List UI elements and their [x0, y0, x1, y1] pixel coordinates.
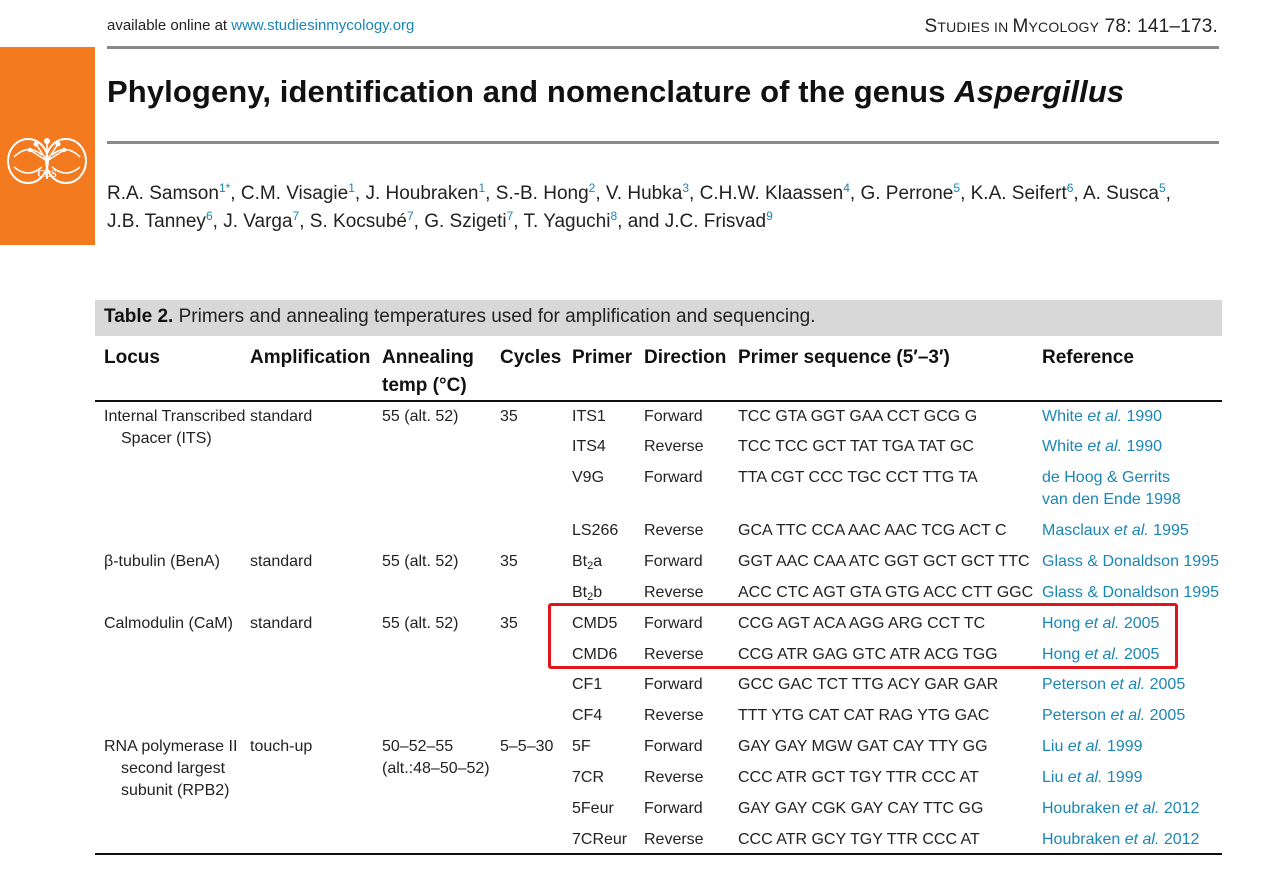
citation-pages: 78: 141–173.	[1104, 16, 1218, 37]
column-header-annealing	[382, 344, 474, 400]
reference-year: 2005	[1119, 646, 1160, 663]
annealing-cell	[382, 736, 490, 780]
sequence-cell: TCC GTA GGT GAA CCT GCG G	[738, 408, 978, 425]
sequence-cell: GCA TTC CCA AAC AAC TCG ACT C	[738, 522, 1007, 539]
primer-cell	[572, 582, 602, 604]
reference-etal: et al.	[1114, 522, 1149, 539]
reference-etal: et al.	[1087, 438, 1123, 455]
locus-cell-cam: Calmodulin (CaM)	[104, 615, 233, 632]
author-affiliation[interactable]: 1*	[218, 181, 231, 195]
annealing-line: 50–52–55	[382, 738, 454, 755]
reference-author: Houbraken	[1042, 831, 1125, 848]
author-name: J.B. Tanney	[107, 211, 206, 232]
locus-line: Spacer (ITS)	[121, 430, 212, 447]
author-name: J.C. Frisvad	[664, 211, 767, 232]
author-affiliation[interactable]: 5	[1158, 181, 1166, 195]
column-header-cycles: Cycles	[500, 347, 562, 368]
author-affiliation[interactable]: 2	[588, 181, 596, 195]
locus-cell-its	[104, 406, 245, 450]
author-name: G. Szigeti	[424, 211, 507, 232]
reference-link[interactable]	[1042, 705, 1185, 727]
header-rule-bottom	[107, 141, 1219, 144]
article-title-genus: Aspergillus	[954, 74, 1125, 109]
availability-line	[107, 17, 414, 34]
reference-link[interactable]	[1042, 406, 1162, 428]
reference-line: de Hoog & Gerrits	[1042, 469, 1171, 486]
direction-cell: Reverse	[644, 584, 704, 601]
reference-author: Houbraken	[1042, 800, 1125, 817]
reference-etal: et al.	[1067, 738, 1103, 755]
reference-year: 1999	[1102, 769, 1143, 786]
reference-author: Hong	[1042, 615, 1085, 632]
locus-cell-rpb2	[104, 736, 237, 802]
sequence-cell: ACC CTC AGT GTA GTG ACC CTT GGC	[738, 584, 1034, 601]
author-name: J. Houbraken	[365, 183, 479, 204]
journal-name-s: S	[924, 16, 938, 37]
annealing-cell: 55 (alt. 52)	[382, 553, 459, 570]
direction-cell: Reverse	[644, 522, 704, 539]
reference-link[interactable]	[1042, 736, 1143, 758]
author-affiliation[interactable]: 8	[610, 209, 618, 223]
primer-subscript: 2	[587, 591, 594, 603]
cycles-cell: 35	[500, 615, 518, 632]
sequence-cell: TTT YTG CAT CAT RAG YTG GAC	[738, 707, 990, 724]
sequence-cell: CCG AGT ACA AGG ARG CCT TC	[738, 615, 986, 632]
author-name: S.-B. Hong	[495, 183, 589, 204]
header-rule-top	[107, 46, 1219, 49]
author-line-2: J.B. Tanney$^6$, J. Varga$^7$, S. Kocsubé$^7$, G. Szigeti$^7$, T. Yaguchi$^8$, and J.C. Frisvad$^9$	[107, 209, 773, 232]
locus-line: subunit (RPB2)	[121, 782, 230, 799]
author-name: R.A. Samson	[107, 183, 219, 204]
primer-subscript: 2	[587, 560, 594, 572]
column-header-amplification: Amplification	[250, 347, 371, 368]
reference-etal: et al.	[1124, 800, 1160, 817]
primer-cell: 7CReur	[572, 831, 628, 848]
locus-cell-bena: β-tubulin (BenA)	[104, 553, 220, 570]
locus-line: Internal Transcribed	[104, 408, 246, 425]
author-affiliation[interactable]: 4	[843, 181, 850, 195]
sequence-cell: GAY GAY MGW GAT CAY TTY GG	[738, 738, 988, 755]
author-name: C.H.W. Klaassen	[699, 183, 844, 204]
author-list	[107, 180, 1217, 236]
reference-link[interactable]: Glass & Donaldson 1995	[1042, 553, 1219, 570]
sequence-cell: CCC ATR GCT TGY TTR CCC AT	[738, 769, 979, 786]
cycles-cell: 35	[500, 553, 518, 570]
author-affiliation[interactable]: 6	[1066, 181, 1074, 195]
column-header-reference: Reference	[1042, 347, 1134, 368]
reference-author: Peterson	[1042, 707, 1111, 724]
primer-cell: CF4	[572, 707, 603, 724]
journal-citation	[924, 16, 1218, 38]
direction-cell: Forward	[644, 800, 703, 817]
reference-year: 2012	[1159, 831, 1200, 848]
logo-text: CBS	[37, 169, 57, 180]
primer-suffix: b	[593, 584, 603, 601]
table-caption-text: Primers and annealing temperatures used for amplification and sequencing.	[173, 306, 816, 327]
reference-link[interactable]	[1042, 829, 1199, 851]
reference-link[interactable]: Glass & Donaldson 1995	[1042, 584, 1219, 601]
reference-year: 1995	[1148, 522, 1189, 539]
locus-line: second largest	[121, 760, 226, 777]
sequence-cell: CCG ATR GAG GTC ATR ACG TGG	[738, 646, 998, 663]
calmodulin-highlight-box	[548, 603, 1178, 669]
reference-etal: et al.	[1067, 769, 1103, 786]
author-affiliation[interactable]: 7	[292, 209, 300, 223]
table-header-rule	[95, 400, 1222, 402]
direction-cell: Forward	[644, 615, 703, 632]
reference-author: Liu	[1042, 738, 1068, 755]
reference-year: 1990	[1122, 408, 1163, 425]
reference-author: Peterson	[1042, 676, 1111, 693]
reference-year: 1999	[1102, 738, 1143, 755]
primer-cell: CF1	[572, 676, 603, 693]
author-affiliation[interactable]: 5	[953, 181, 961, 195]
sequence-cell: TCC TCC GCT TAT TGA TAT GC	[738, 438, 974, 455]
direction-cell: Forward	[644, 553, 703, 570]
amplification-cell: standard	[250, 553, 313, 570]
reference-etal: et al.	[1124, 831, 1160, 848]
author-affiliation[interactable]: 3	[682, 181, 690, 195]
column-header-direction: Direction	[644, 347, 727, 368]
primer-cell: 7CR	[572, 769, 605, 786]
author-name: G. Perrone	[860, 183, 954, 204]
availability-prefix: available online at	[107, 17, 228, 34]
direction-cell: Reverse	[644, 438, 704, 455]
reference-etal: et al.	[1084, 615, 1120, 632]
amplification-cell: touch-up	[250, 738, 313, 755]
author-name: V. Hubka	[605, 183, 683, 204]
journal-name-ycology: YCOLOGY	[1028, 19, 1100, 35]
annealing-cell: 55 (alt. 52)	[382, 615, 459, 632]
reference-author: Hong	[1042, 646, 1085, 663]
cbs-logo-icon	[6, 135, 88, 187]
reference-link[interactable]	[1042, 467, 1181, 511]
cbs-logo-panel	[0, 47, 95, 245]
table-caption	[104, 306, 816, 328]
reference-link[interactable]	[1042, 798, 1199, 820]
journal-website-link[interactable]: www.studiesinmycology.org	[231, 17, 415, 34]
reference-year: 2005	[1119, 615, 1160, 632]
column-header-annealing-line2: temp (°C)	[382, 375, 467, 396]
column-header-sequence: Primer sequence (5′–3′)	[738, 347, 950, 368]
primer-cell: CMD5	[572, 615, 618, 632]
primer-cell: 5Feur	[572, 800, 614, 817]
primer-cell: ITS1	[572, 408, 606, 425]
table-label: Table 2.	[104, 306, 174, 327]
direction-cell: Forward	[644, 738, 703, 755]
primer-cell: 5F	[572, 738, 591, 755]
reference-author: White	[1042, 408, 1088, 425]
sequence-cell: GAY GAY CGK GAY CAY TTC GG	[738, 800, 984, 817]
reference-link[interactable]	[1042, 674, 1185, 696]
direction-cell: Reverse	[644, 769, 704, 786]
article-title	[107, 74, 1124, 110]
reference-link[interactable]	[1042, 436, 1162, 458]
amplification-cell: standard	[250, 408, 313, 425]
author-name: J. Varga	[223, 211, 293, 232]
author-name: C.M. Visagie	[240, 183, 349, 204]
column-header-primer: Primer	[572, 347, 633, 368]
author-conjunction: and	[627, 211, 660, 232]
locus-line: RNA polymerase II	[104, 738, 238, 755]
cycles-cell: 35	[500, 408, 518, 425]
primer-base: Bt	[572, 553, 588, 570]
reference-year: 2012	[1159, 800, 1200, 817]
primer-cell: V9G	[572, 469, 605, 486]
reference-author: White	[1042, 438, 1088, 455]
reference-etal: et al.	[1110, 707, 1146, 724]
author-name: A. Susca	[1082, 183, 1159, 204]
table-bottom-rule	[95, 853, 1222, 855]
reference-year: 1990	[1122, 438, 1163, 455]
author-name: S. Kocsubé	[309, 211, 407, 232]
reference-year: 2005	[1145, 676, 1186, 693]
primer-cell: CMD6	[572, 646, 618, 663]
reference-year: 2005	[1145, 707, 1186, 724]
reference-author: Masclaux	[1042, 522, 1115, 539]
primer-cell: ITS4	[572, 438, 606, 455]
sequence-cell: TTA CGT CCC TGC CCT TTG TA	[738, 469, 978, 486]
primer-cell: LS266	[572, 522, 619, 539]
sequence-cell: CCC ATR GCY TGY TTR CCC AT	[738, 831, 980, 848]
author-affiliation[interactable]: 6	[205, 209, 213, 223]
primer-suffix: a	[593, 553, 603, 570]
amplification-cell: standard	[250, 615, 313, 632]
direction-cell: Forward	[644, 408, 703, 425]
column-header-locus: Locus	[104, 347, 160, 368]
author-name: K.A. Seifert	[970, 183, 1067, 204]
reference-link[interactable]	[1042, 767, 1143, 789]
article-title-main: Phylogeny, identification and nomenclature of the genus	[107, 74, 955, 109]
column-header-annealing-line1: Annealing	[382, 347, 474, 368]
author-line-1: R.A. Samson$^{1*}$, C.M. Visagie$^1$, J. Houbraken$^1$, S.-B. Hong$^2$, V. Hubka$^3$, C.H.W. Klaassen$^4$, G. Perrone$^5$, K.A. Seifert$^6$, A. Susca$^5$,	[107, 181, 1171, 204]
sequence-cell: GGT AAC CAA ATC GGT GCT GCT TTC	[738, 553, 1030, 570]
author-affiliation[interactable]: 1	[348, 181, 355, 195]
sequence-cell: GCC GAC TCT TTG ACY GAR GAR	[738, 676, 999, 693]
reference-line: van den Ende 1998	[1042, 491, 1181, 508]
journal-name-m: M	[1012, 16, 1029, 37]
reference-author: Liu	[1042, 769, 1068, 786]
author-affiliation[interactable]: 7	[406, 209, 414, 223]
reference-link[interactable]	[1042, 520, 1189, 542]
author-affiliation[interactable]: 9	[766, 209, 773, 223]
journal-name-tudies: TUDIES IN	[937, 19, 1013, 35]
primer-base: Bt	[572, 584, 588, 601]
author-affiliation[interactable]: 7	[506, 209, 514, 223]
reference-etal: et al.	[1084, 646, 1120, 663]
direction-cell: Reverse	[644, 707, 704, 724]
author-affiliation[interactable]: 1	[478, 181, 486, 195]
direction-cell: Reverse	[644, 831, 704, 848]
direction-cell: Forward	[644, 676, 703, 693]
annealing-line: (alt.:48–50–52)	[382, 760, 490, 777]
reference-etal: et al.	[1110, 676, 1146, 693]
direction-cell: Forward	[644, 469, 703, 486]
reference-etal: et al.	[1087, 408, 1123, 425]
cycles-cell: 5–5–30	[500, 738, 554, 755]
author-name: T. Yaguchi	[523, 211, 611, 232]
primer-cell	[572, 551, 602, 573]
direction-cell: Reverse	[644, 646, 704, 663]
annealing-cell: 55 (alt. 52)	[382, 408, 459, 425]
